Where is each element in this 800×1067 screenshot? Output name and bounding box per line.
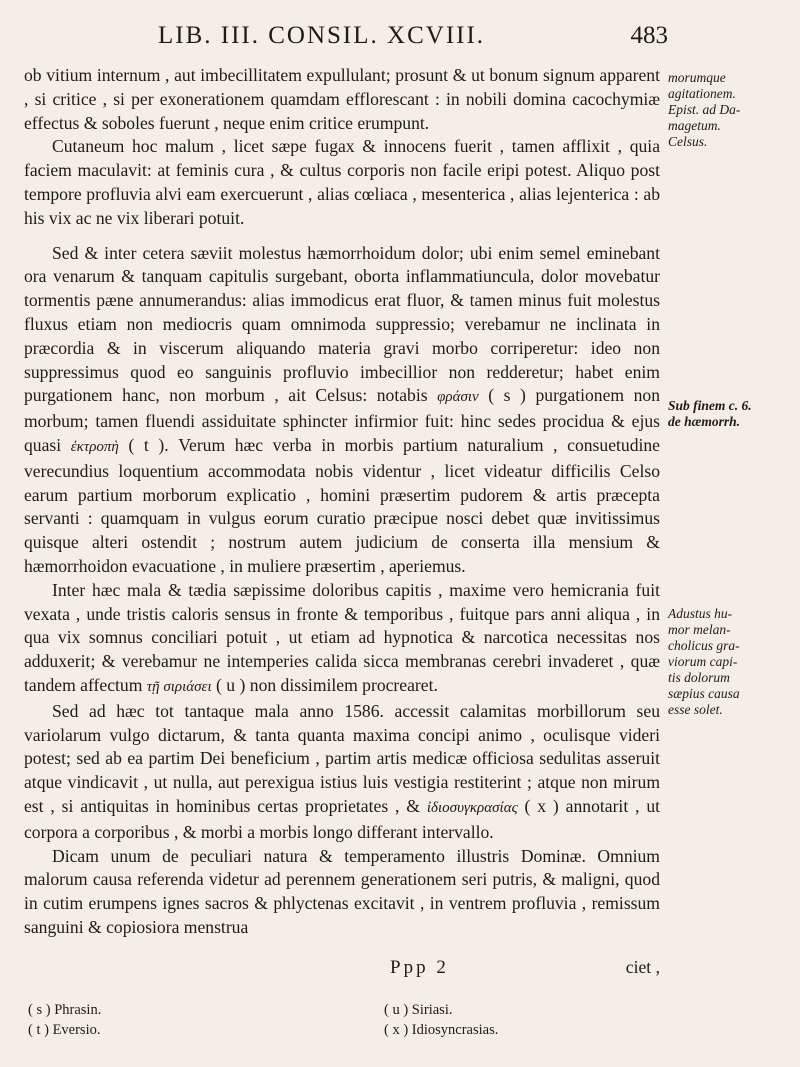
footnotes-right-column (384, 1000, 644, 1040)
paragraph-3-text-a: Sed & inter cetera sæviit molestus hæmorrhoidum dolor; ubi enim semel eminebant ora venarum & tanquam capitulis surgebant, oborta inflammatiuncula, dolor movebatur tormentis pæne annumerandus: alias immodicus erat fluor, & tamen minus fuit molestus fluxus etiam non mediocris quam omnimoda suppressio; verebamur ne inclinata in præcordia & in viscerum aliquando materia gravi morbo corriperetur: ideo non suppressimus quod eo sanguinis profluvio imbecillior non redderetur; habet enim purgationem hanc, non morbum , ait Celsus: notabis (24, 242, 660, 406)
footnote-t (28, 1020, 288, 1040)
footnote-ref-x: ( x ) (524, 795, 559, 816)
marginal-line: Adustus hu- (668, 606, 733, 621)
marginal-note-2 (668, 398, 794, 430)
paragraph-1: ob vitium internum , aut imbecillitatem expullulant; prosunt & ut bonum signum apparent , si critice , si per exonerationem quamdam efflorescant : in nobili domina cacochymiæ effectus & soboles fuerunt , neque enim critice erumpunt. (24, 65, 660, 133)
footnote-text: Siriasi. (411, 1002, 453, 1018)
footnote-x (384, 1020, 644, 1040)
paragraph-5 (24, 700, 660, 845)
marginal-line: mor melan- (668, 622, 731, 637)
footnote-ref-u: ( u ) (216, 674, 246, 695)
marginal-note-3 (668, 606, 794, 718)
paragraph-3-text-b: purgationem non morbum; tamen fluendi assiduitate sphincter infirmior fuit: hinc sedes procidua & ejus quasi (24, 385, 660, 455)
marginal-line: magetum. (668, 118, 721, 133)
footnote-s (28, 1000, 288, 1020)
running-title: LIB. III. CONSIL. XCVIII. (158, 22, 486, 49)
greek-word-siriasei: τῇ σιριάσει (146, 678, 212, 695)
footnote-mark: ( x ) (384, 1022, 409, 1038)
paragraph-3-text-c: Verum hæc verba in morbis partium naturalium , consuetudine verecundius loquentium accommodata nobis videntur , licet videatur difficilis Celso earum partium morborum explicatio , homini præsertim pudorem & artis præcepta servanti : quamquam in vulgus eorum curatio præcipue nosci debet quæ invitissimus quisque alteri ostendit ; nostrum autem judicium de conserta illa mensium & hæmorrhoidon evacuatione , in muliere præsertim , aperiemus. (24, 434, 660, 576)
greek-word-idiosynkrasias: ἰδιοσυγκρασίας (426, 799, 518, 816)
main-text (24, 64, 660, 940)
paragraph-6: Dicam unum de peculiari natura & temperamento illustris Dominæ. Omnium malorum causa referenda videtur ad perennem generationem seri putris, & maligni, quod in cutim erumpens ignes sacros & phlyctenas excitavit , in ventrem profluvia , remissum sanguini & copiosiora menstrua (24, 845, 660, 937)
footnotes-left-column (28, 1000, 288, 1040)
paragraph-4-text-b: non dissimilem procrearet. (249, 674, 438, 695)
paragraph-5-text-a: Sed ad hæc tot tantaque mala anno 1586. accessit calamitas morbillorum seu variolarum vulgo dictarum, & tanta quanta maxima concipi animo , oculisque videri potest; sed ab ea partim Dei beneficium , partim artis medicæ officiosa sedulitas asseruit atque vindicavit , ut nulla, aut perexigua istius luis vestigia restiterint ; atque non mirum est , si antiquitas in hominibus certas proprietates , & (24, 700, 660, 816)
catchword: ciet , (625, 957, 660, 977)
signature-mark: Ppp 2 (390, 957, 449, 978)
marginal-line: Celsus. (668, 134, 708, 149)
marginal-line: sæpius causa (668, 686, 740, 701)
greek-word-ektrope: ἐκτροπὴ (70, 438, 119, 455)
footnote-ref-s: ( s ) (488, 385, 526, 406)
paragraph-5-text-b: annotarit , ut corpora a corporibus , & morbi a morbis longo differant intervallo. (24, 795, 661, 842)
paragraph-4-text-a: Inter hæc mala & tædia sæpissime doloribus capitis , maxime vero hemicrania fuit vexata , unde tristis caloris sensus in fronte & temporibus , fuitque pars anni aliqua , in qua vix somnus conciliari potuit , ut etiam ad hypnotica & narcotica necessitas nos adduxerit; & verebamur ne intemperies calida sicca membranas cerebri invaderet , quæ tandem affectum (24, 579, 660, 695)
page-header (150, 22, 668, 56)
marginal-line: agitationem. (668, 86, 736, 101)
footnote-mark: ( t ) (28, 1022, 49, 1038)
marginal-line: Sub finem c. 6. (668, 398, 752, 413)
footnote-text: Idiosyncrasias. (411, 1022, 499, 1038)
marginal-line: morumque (668, 70, 726, 85)
paragraph-4 (24, 579, 660, 700)
footnote-mark: ( s ) (28, 1002, 51, 1018)
footnote-text: Phrasin. (54, 1002, 102, 1018)
marginal-line: cholicus gra- (668, 638, 740, 653)
footnote-text: Eversio. (52, 1022, 101, 1038)
paragraph-3 (24, 242, 660, 579)
marginal-line: de hæmorrh. (668, 414, 741, 429)
page-number: 483 (630, 22, 668, 49)
footnote-mark: ( u ) (384, 1002, 409, 1018)
marginal-line: viorum capi- (668, 654, 738, 669)
greek-word-phrasin: φράσιν (437, 389, 479, 406)
marginal-line: Epist. ad Da- (668, 102, 741, 117)
footnote-ref-t: ( t ). (128, 434, 169, 455)
marginal-note-1 (668, 70, 794, 150)
paragraph-2: Cutaneum hoc malum , licet sæpe fugax & innocens fuerit , tamen afflixit , quia faciem maculavit: at feminis cura , & cultus corporis non facile eripi potest. Aliquo post tempore profluvia alvi eam exercuerunt , alias cœliaca , mesenterica , alias lejenterica : ab his vix ac ne vix liberari potuit. (24, 136, 660, 228)
marginal-line: tis dolorum (668, 670, 730, 685)
footnote-u (384, 1000, 644, 1020)
marginal-line: esse solet. (668, 702, 723, 717)
